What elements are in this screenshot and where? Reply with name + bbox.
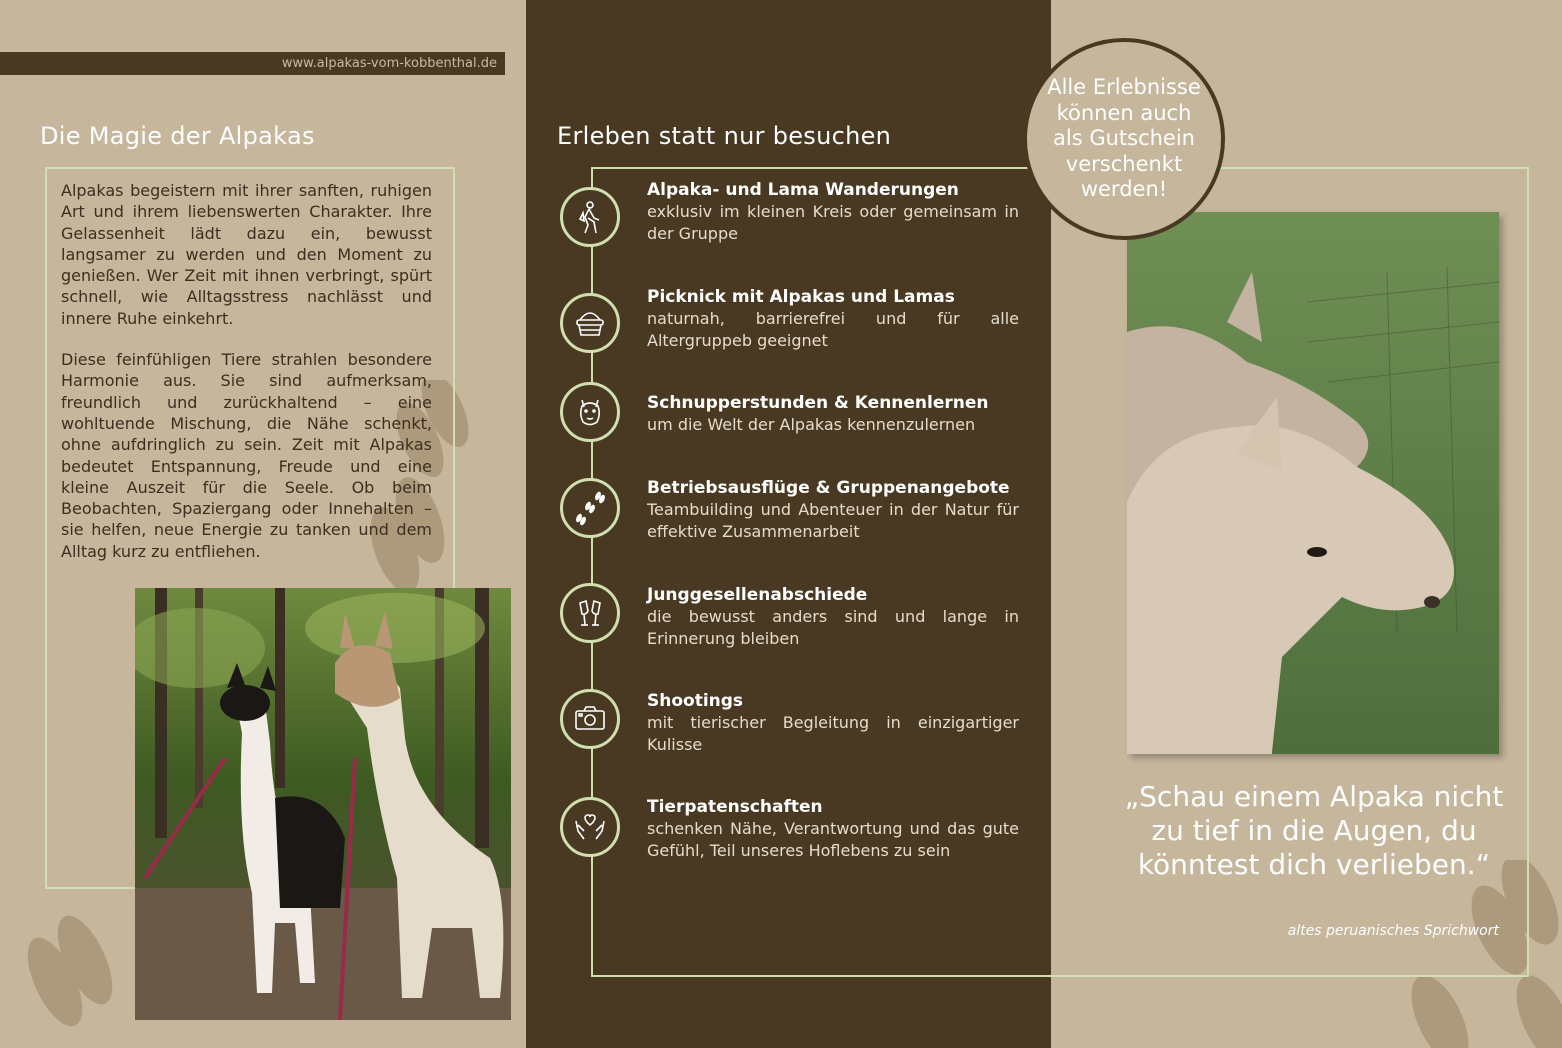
activity-item — [647, 585, 1019, 649]
activity-description: die bewusst anders sind und lange in Erinnerung bleiben — [647, 607, 1019, 648]
alpaca-face-icon — [560, 382, 620, 442]
hoofprint-decoration-icon — [15, 910, 125, 1030]
left-title: Die Magie der Alpakas — [40, 122, 315, 150]
activity-title: Alpaka- und Lama Wanderungen — [647, 180, 959, 200]
hiker-icon — [560, 187, 620, 247]
picnic-basket-icon — [560, 293, 620, 353]
activity-item — [647, 797, 1019, 861]
quote-text: „Schau einem Alpaka nicht zu tief in die Augen, du könntest dich verlieben.“ — [1124, 780, 1504, 881]
activity-title: Betriebsausflüge & Gruppenangebote — [647, 478, 1010, 498]
activity-item — [647, 691, 1019, 755]
activity-description: Teambuilding und Abenteuer in der Natur für effektive Zusammenarbeit — [647, 500, 1019, 541]
left-body-text — [61, 180, 432, 582]
activity-item — [647, 393, 1019, 436]
paragraph: Alpakas begeistern mit ihrer sanften, ruhigen Art und ihrem liebenswerten Charakter. Ihre Gelassenheit lädt dazu ein, bewusst langsamer zu werden und den Moment zu genießen. Wer Zeit mit ihnen verbringt, spürt schnell, wie Alltagsstress nachlässt und innere Ruhe einkehrt. — [61, 181, 432, 328]
middle-title: Erleben statt nur besuchen — [557, 122, 892, 150]
activity-description: exklusiv im kleinen Kreis oder gemeinsam in der Gruppe — [647, 202, 1019, 243]
champagne-glasses-icon — [560, 583, 620, 643]
camera-icon — [560, 689, 620, 749]
activity-description: um die Welt der Alpakas kennenzulernen — [647, 415, 976, 435]
activity-item — [647, 478, 1019, 542]
voucher-badge: Alle Erlebnisse können auch als Gutschein verschenkt werden! — [1023, 38, 1225, 240]
activity-item — [647, 287, 1019, 351]
activity-description: schenken Nähe, Verantwortung und das gute Gefühl, Teil unseres Hoflebens zu sein — [647, 819, 1019, 860]
activity-title: Picknick mit Alpakas und Lamas — [647, 287, 955, 307]
activity-title: Tierpatenschaften — [647, 797, 823, 817]
hands-heart-icon — [560, 797, 620, 857]
quote-source: altes peruanisches Sprichwort — [1287, 923, 1499, 939]
activity-title: Shootings — [647, 691, 744, 711]
hoofprints-icon — [560, 478, 620, 538]
activity-title: Schnupperstunden & Kennenlernen — [647, 393, 989, 413]
paragraph: Diese feinfühligen Tiere strahlen besondere Harmonie aus. Sie sind aufmerksam, freundlich und zurückhaltend – eine wohltuende Mischung, die Nähe schenkt, ohne aufdringlich zu sein. Zeit mit Alpakas bedeutet Entspannung, Freude und eine kleine Auszeit für die Seele. Ob beim Beobachten, Spaziergang oder Innehalten – sie helfen, neue Energie zu tanken und dem Alltag kurz zu entfliehen. — [61, 350, 432, 561]
photo-alpacas-forest — [135, 588, 511, 1020]
activity-item — [647, 180, 1019, 244]
activity-title: Junggesellenabschiede — [647, 585, 868, 605]
website-url[interactable]: www.alpakas-vom-kobbenthal.de — [0, 52, 505, 75]
activity-description: naturnah, barrierefrei und für alle Altergruppeb geeignet — [647, 309, 1019, 350]
activity-description: mit tierischer Begleitung in einzigartiger Kulisse — [647, 713, 1019, 754]
photo-alpacas-closeup — [1127, 212, 1499, 754]
